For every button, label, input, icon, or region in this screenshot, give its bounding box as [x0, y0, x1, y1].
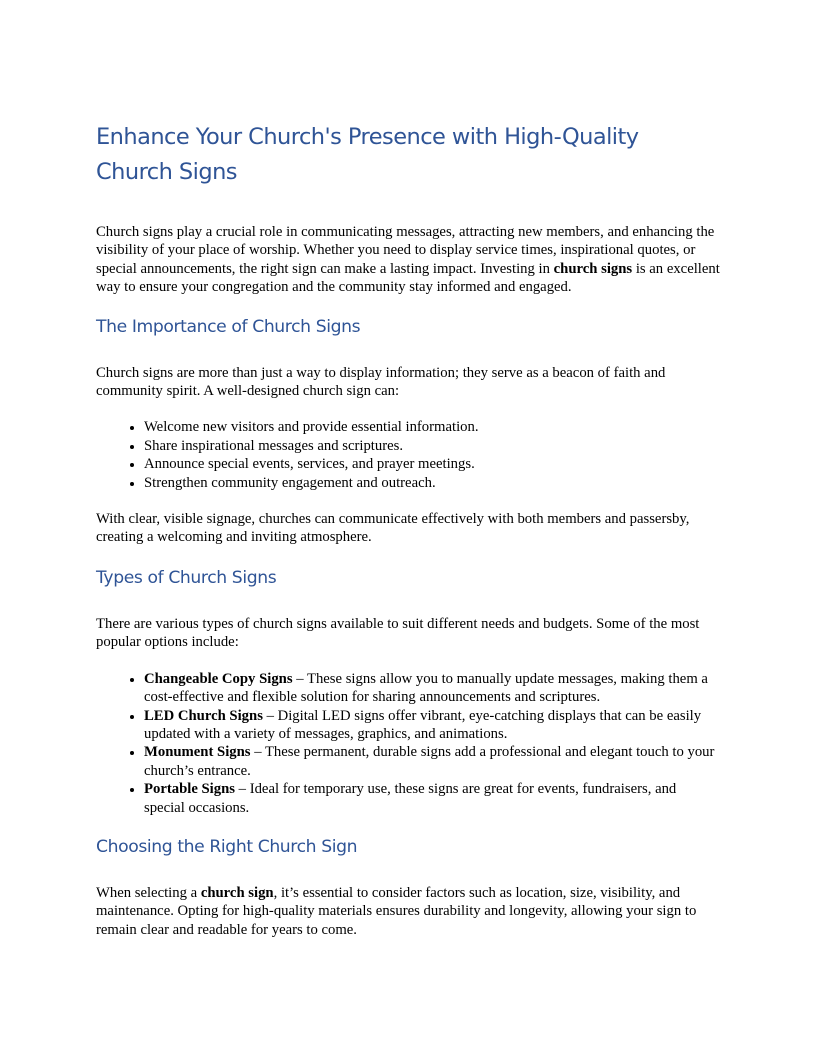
- list-item-desc: – Digital LED signs offer vibrant, eye-catching displays that can be easily updated with a variety of messages, graphics, and animations.: [144, 707, 702, 742]
- list-item: [144, 670, 720, 707]
- intro-bold-keyword: church signs: [553, 260, 633, 277]
- list-item-term: Changeable Copy Signs: [144, 670, 293, 687]
- section-heading-types: Types of Church Signs: [96, 567, 277, 588]
- page-title: Enhance Your Church's Presence with High-Quality Church Signs: [96, 124, 639, 185]
- choosing-text-2: , it’s essential to consider factors such as location, size, visibility, and maintenance. Opting for high-quality materials ensures durability and longevity, allowing your sign to remain clear and readable for years to come.: [96, 884, 697, 938]
- list-item: • Announce special events, services, and prayer meetings.: [144, 455, 720, 473]
- section-heading-choosing: Choosing the Right Church Sign: [96, 836, 358, 857]
- list-item: • Welcome new visitors and provide essential information.: [144, 418, 720, 436]
- list-item-desc: – These signs allow you to manually update messages, making them a cost-effective and flexible solution for sharing announcements and scriptures.: [144, 670, 708, 706]
- list-item: • Share inspirational messages and scriptures.: [144, 437, 720, 455]
- importance-lead-paragraph: Church signs are more than just a way to display information; they serve as a beacon of faith and community spirit. A well-designed church sign can:: [96, 364, 666, 400]
- choosing-text-1: When selecting a: [96, 884, 201, 901]
- choosing-bold-keyword: church sign: [200, 884, 274, 901]
- document-page: [96, 120, 720, 957]
- intro-text-1: Church signs play a crucial role in communicating messages, attracting new members, and enhancing the visibility of your place of worship. Whether you need to display service times, inspirational quotes, or special announcements, the right sign can make a lasting impact. Investing in: [96, 224, 715, 277]
- list-item-term: Monument Signs: [144, 744, 251, 761]
- importance-closing-paragraph: With clear, visible signage, churches can communicate effectively with both members and passersby, creating a welcoming and inviting atmosphere.: [96, 511, 690, 546]
- list-item: [144, 780, 720, 817]
- intro-paragraph: [96, 223, 720, 297]
- list-item: [144, 707, 720, 744]
- list-item: • Strengthen community engagement and outreach.: [144, 474, 720, 492]
- choosing-paragraph: [96, 884, 720, 939]
- types-lead-paragraph: There are various types of church signs available to suit different needs and budgets. Some of the most popular options include:: [96, 615, 700, 651]
- types-bullet-list: [96, 670, 720, 817]
- importance-bullet-list: [96, 418, 720, 492]
- list-item: [144, 743, 720, 780]
- list-item-term: LED Church Signs: [144, 707, 263, 724]
- list-item-desc: – These permanent, durable signs add a professional and elegant touch to your church’s entrance.: [144, 744, 715, 779]
- intro-text-2: is an excellent way to ensure your congregation and the community stay informed and engaged.: [96, 260, 720, 296]
- list-item-term: Portable Signs: [144, 781, 235, 798]
- section-heading-importance: The Importance of Church Signs: [96, 316, 361, 337]
- list-item-desc: – Ideal for temporary use, these signs are great for events, fundraisers, and special occasions.: [144, 781, 677, 816]
